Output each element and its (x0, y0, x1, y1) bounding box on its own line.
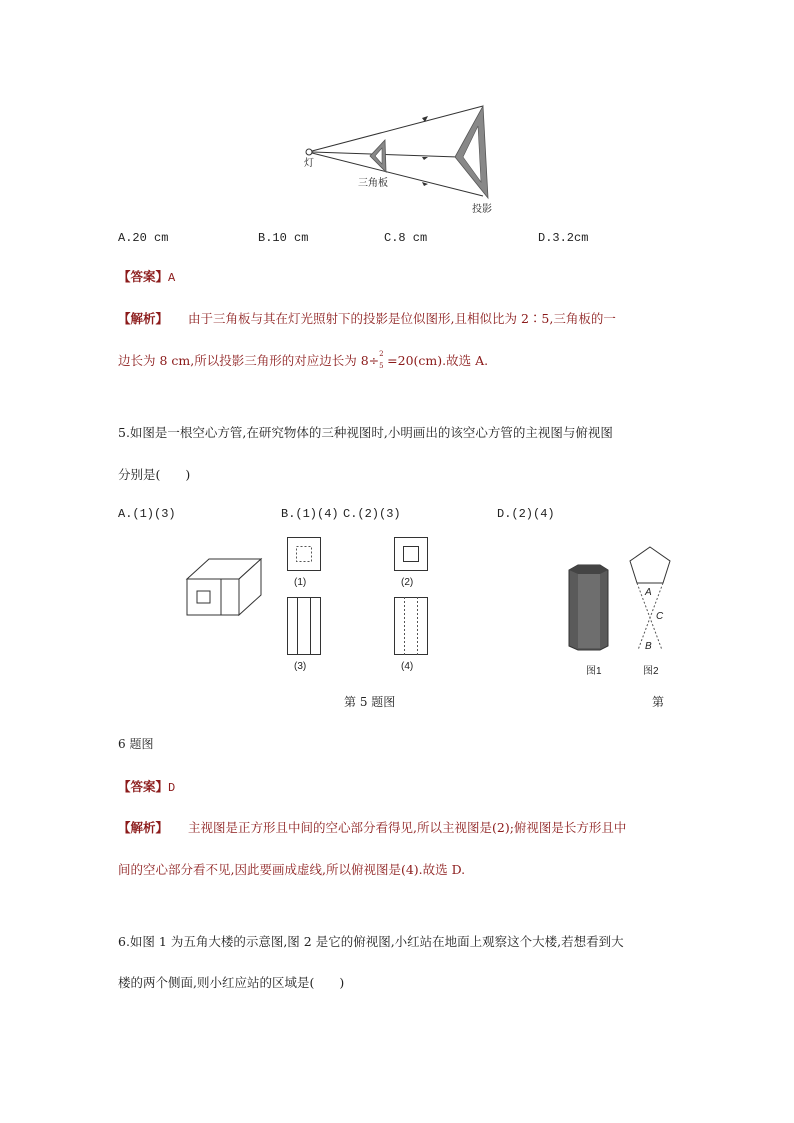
q5-analysis-text-1: 主视图是正方形且中间的空心部分看得见,所以主视图是(2);俯视图是长方形且中 (188, 820, 627, 835)
analysis-line-2 (118, 351, 488, 369)
pentagon-building-figure (566, 562, 612, 652)
fig1-label: 图1 (586, 666, 602, 677)
q5-answer-line (118, 777, 175, 795)
q5-analysis-line-1 (118, 818, 626, 836)
analysis-text-1: 由于三角板与其在灯光照射下的投影是位似图形,且相似比为 2∶5,三角板的一 (188, 311, 616, 326)
q5-question-line-2: 分别是( ) (118, 467, 191, 482)
answer-tag: 【答案】 (118, 269, 169, 284)
caption-q6-end: 6 题图 (118, 737, 154, 751)
q6-question-line-2: 楼的两个侧面,则小红应站的区域是( ) (118, 975, 345, 990)
view-1 (287, 537, 321, 571)
fraction-denominator: 5 (379, 361, 384, 370)
caption-q6-start: 第 (652, 695, 665, 709)
analysis-tag: 【解析】 (118, 311, 169, 326)
option-d: D.3.2cm (538, 231, 589, 245)
option-b: B.10 cm (258, 231, 309, 245)
fraction (379, 349, 387, 370)
shadow-label: 投影 (472, 204, 492, 215)
projection-figure (300, 100, 500, 215)
pentagon-topview-figure (626, 545, 674, 655)
hollow-tube-figure (185, 555, 265, 620)
view-4-label: (4) (401, 661, 414, 672)
option-c: C.8 cm (384, 231, 428, 245)
analysis-text-2b: =20(cm).故选 A. (387, 353, 489, 368)
q5-option-d: D.(2)(4) (497, 507, 555, 521)
q5-option-b: B.(1)(4) (281, 507, 339, 521)
caption-q5: 第 5 题图 (344, 695, 396, 709)
triangle-label: 三角板 (358, 178, 388, 189)
lamp-label: 灯 (304, 158, 314, 169)
view-1-label: (1) (294, 577, 307, 588)
q5-analysis-line-2: 间的空心部分看不见,因此要画成虚线,所以俯视图是(4).故选 D. (118, 862, 466, 877)
answer-line (118, 267, 175, 285)
q5-answer-value: D (168, 781, 176, 795)
fig2-label-a: A (645, 587, 652, 598)
q5-option-a: A.(1)(3) (118, 507, 176, 521)
analysis-text-2a: 边长为 8 cm,所以投影三角形的对应边长为 8÷ (118, 353, 380, 368)
q5-question-line-1: 5.如图是一根空心方管,在研究物体的三种视图时,小明画出的该空心方管的主视图与俯视图 (118, 425, 613, 440)
view-3-label: (3) (294, 661, 307, 672)
analysis-line-1 (118, 309, 616, 327)
view-2 (394, 537, 428, 571)
view-2-label: (2) (401, 577, 414, 588)
answer-value: A (168, 271, 176, 285)
fig2-label-c: C (656, 611, 664, 622)
q5-answer-tag: 【答案】 (118, 779, 169, 794)
view-3 (287, 597, 321, 655)
view-4 (394, 597, 428, 655)
fig2-label-b: B (645, 641, 652, 652)
fig2-label: 图2 (643, 666, 659, 677)
q5-option-c: C.(2)(3) (343, 507, 401, 521)
q5-analysis-tag: 【解析】 (118, 820, 169, 835)
q6-question-line-1: 6.如图 1 为五角大楼的示意图,图 2 是它的俯视图,小红站在地面上观察这个大楼,若想看到大 (118, 934, 624, 949)
fraction-numerator: 2 (379, 349, 384, 358)
option-a: A.20 cm (118, 231, 169, 245)
